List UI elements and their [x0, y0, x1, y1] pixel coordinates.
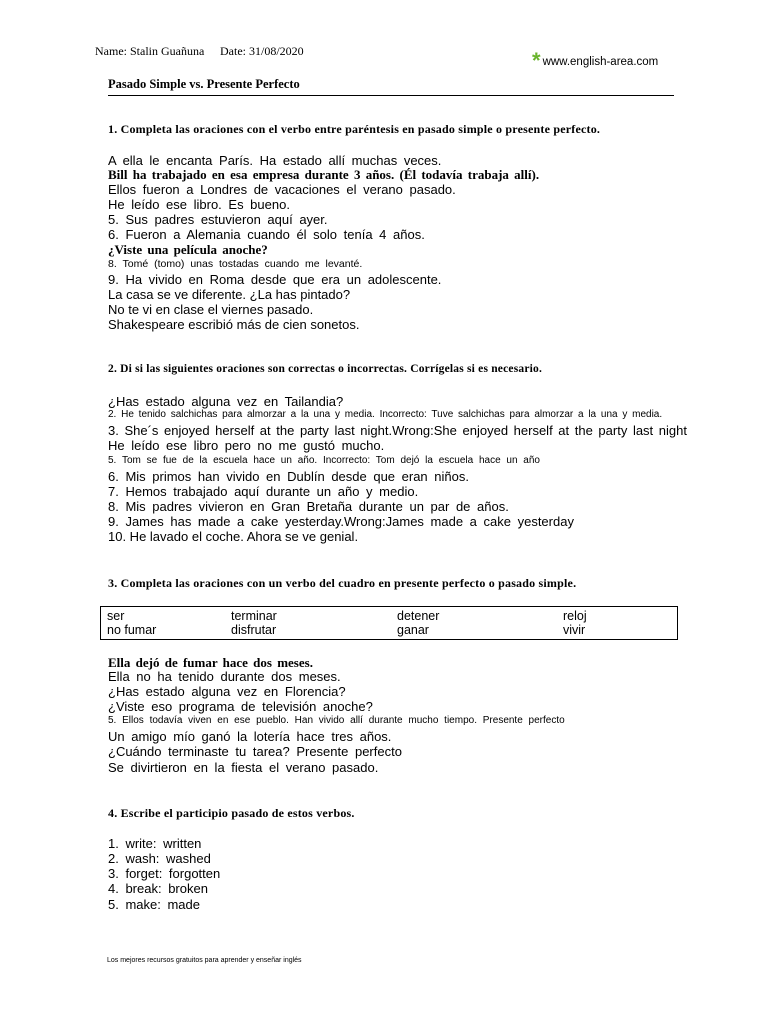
section4-heading: 4. Escribe el participio pasado de estos verbos.: [108, 806, 355, 820]
s2-line: 3. She´s enjoyed herself at the party last night.Wrong:She enjoyed herself at the party last night: [108, 423, 687, 438]
site-url: www.english-area.com: [542, 56, 659, 68]
box-cell: no fumar: [107, 623, 157, 637]
s1-line: 6. Fueron a Alemania cuando él solo tenía 4 años.: [108, 227, 425, 242]
s1-line: He leído ese libro. Es bueno.: [108, 197, 290, 212]
s2-line: 10. He lavado el coche. Ahora se ve genial.: [108, 529, 359, 544]
s2-line: 5. Tom se fue de la escuela hace un año. Incorrecto: Tom dejó la escuela hace un año: [108, 455, 540, 466]
s2-line: 2. He tenido salchichas para almorzar a la una y media. Incorrecto: Tuve salchichas para almorzar a la una y media.: [108, 409, 663, 420]
s1-line: ¿Viste una película anoche?: [108, 242, 268, 257]
box-cell: ganar: [397, 623, 429, 637]
verb-box: [100, 606, 678, 640]
s4-line: 3. forget: forgotten: [108, 866, 221, 881]
s3-line: Ella dejó de fumar hace dos meses.: [108, 655, 313, 670]
page-title: Pasado Simple vs. Presente Perfecto: [108, 77, 300, 91]
box-cell: vivir: [563, 623, 586, 637]
box-cell: disfrutar: [231, 623, 277, 637]
s2-line: 9. James has made a cake yesterday.Wrong:James made a cake yesterday: [108, 514, 574, 529]
s1-line: Bill ha trabajado en esa empresa durante 3 años. (Él todavía trabaja allí).: [108, 167, 540, 182]
box-cell: ser: [107, 609, 125, 623]
s3-line: 5. Ellos todavía viven en ese pueblo. Han vivido allí durante mucho tiempo. Presente perfecto: [108, 715, 565, 726]
s1-line: 5. Sus padres estuvieron aquí ayer.: [108, 212, 328, 227]
s2-line: ¿Has estado alguna vez en Tailandia?: [108, 394, 344, 409]
s3-line: ¿Cuándo terminaste tu tarea? Presente perfecto: [108, 744, 402, 759]
s2-line: 8. Mis padres vivieron en Gran Bretaña durante un par de años.: [108, 499, 509, 514]
section1-heading: 1. Completa las oraciones con el verbo entre paréntesis en pasado simple o presente perfecto.: [108, 122, 601, 136]
s3-line: ¿Viste eso programa de televisión anoche?: [108, 699, 373, 714]
asterisk-icon: *: [532, 48, 541, 73]
date: Date: 31/08/2020: [220, 44, 304, 58]
box-cell: detener: [397, 609, 440, 623]
s1-line: No te vi en clase el viernes pasado.: [108, 302, 314, 317]
s3-line: ¿Has estado alguna vez en Florencia?: [108, 684, 346, 699]
s3-line: Ella no ha tenido durante dos meses.: [108, 669, 341, 684]
s4-line: 1. write: written: [108, 836, 202, 851]
student-name: Name: Stalin Guañuna: [95, 44, 205, 58]
section2-heading: 2. Di si las siguientes oraciones son correctas o incorrectas. Corrígelas si es necesario.: [108, 363, 543, 375]
title-rule: [108, 95, 674, 96]
s1-line: Ellos fueron a Londres de vacaciones el verano pasado.: [108, 182, 456, 197]
s3-line: Un amigo mío ganó la lotería hace tres años.: [108, 729, 392, 744]
box-cell: reloj: [563, 609, 587, 623]
s1-line: 9. Ha vivido en Roma desde que era un adolescente.: [108, 272, 442, 287]
s2-line: 6. Mis primos han vivido en Dublín desde que eran niños.: [108, 469, 469, 484]
s2-line: 7. Hemos trabajado aquí durante un año y medio.: [108, 484, 419, 499]
s1-line: 8. Tomé (tomo) unas tostadas cuando me levanté.: [108, 258, 363, 270]
s4-line: 5. make: made: [108, 897, 200, 912]
section3-heading: 3. Completa las oraciones con un verbo del cuadro en presente perfecto o pasado simple.: [108, 576, 577, 590]
box-cell: terminar: [231, 609, 277, 623]
s1-line: La casa se ve diferente. ¿La has pintado?: [108, 287, 351, 302]
s1-line: A ella le encanta París. Ha estado allí muchas veces.: [108, 153, 442, 168]
footer-text: Los mejores recursos gratuitos para aprender y enseñar inglés: [107, 957, 302, 964]
s4-line: 2. wash: washed: [108, 851, 211, 866]
s4-line: 4. break: broken: [108, 881, 208, 896]
s2-line: He leído ese libro pero no me gustó mucho.: [108, 438, 385, 453]
s3-line: Se divirtieron en la fiesta el verano pasado.: [108, 760, 379, 775]
s1-line: Shakespeare escribió más de cien sonetos.: [108, 317, 360, 332]
site-logo: [532, 45, 658, 71]
